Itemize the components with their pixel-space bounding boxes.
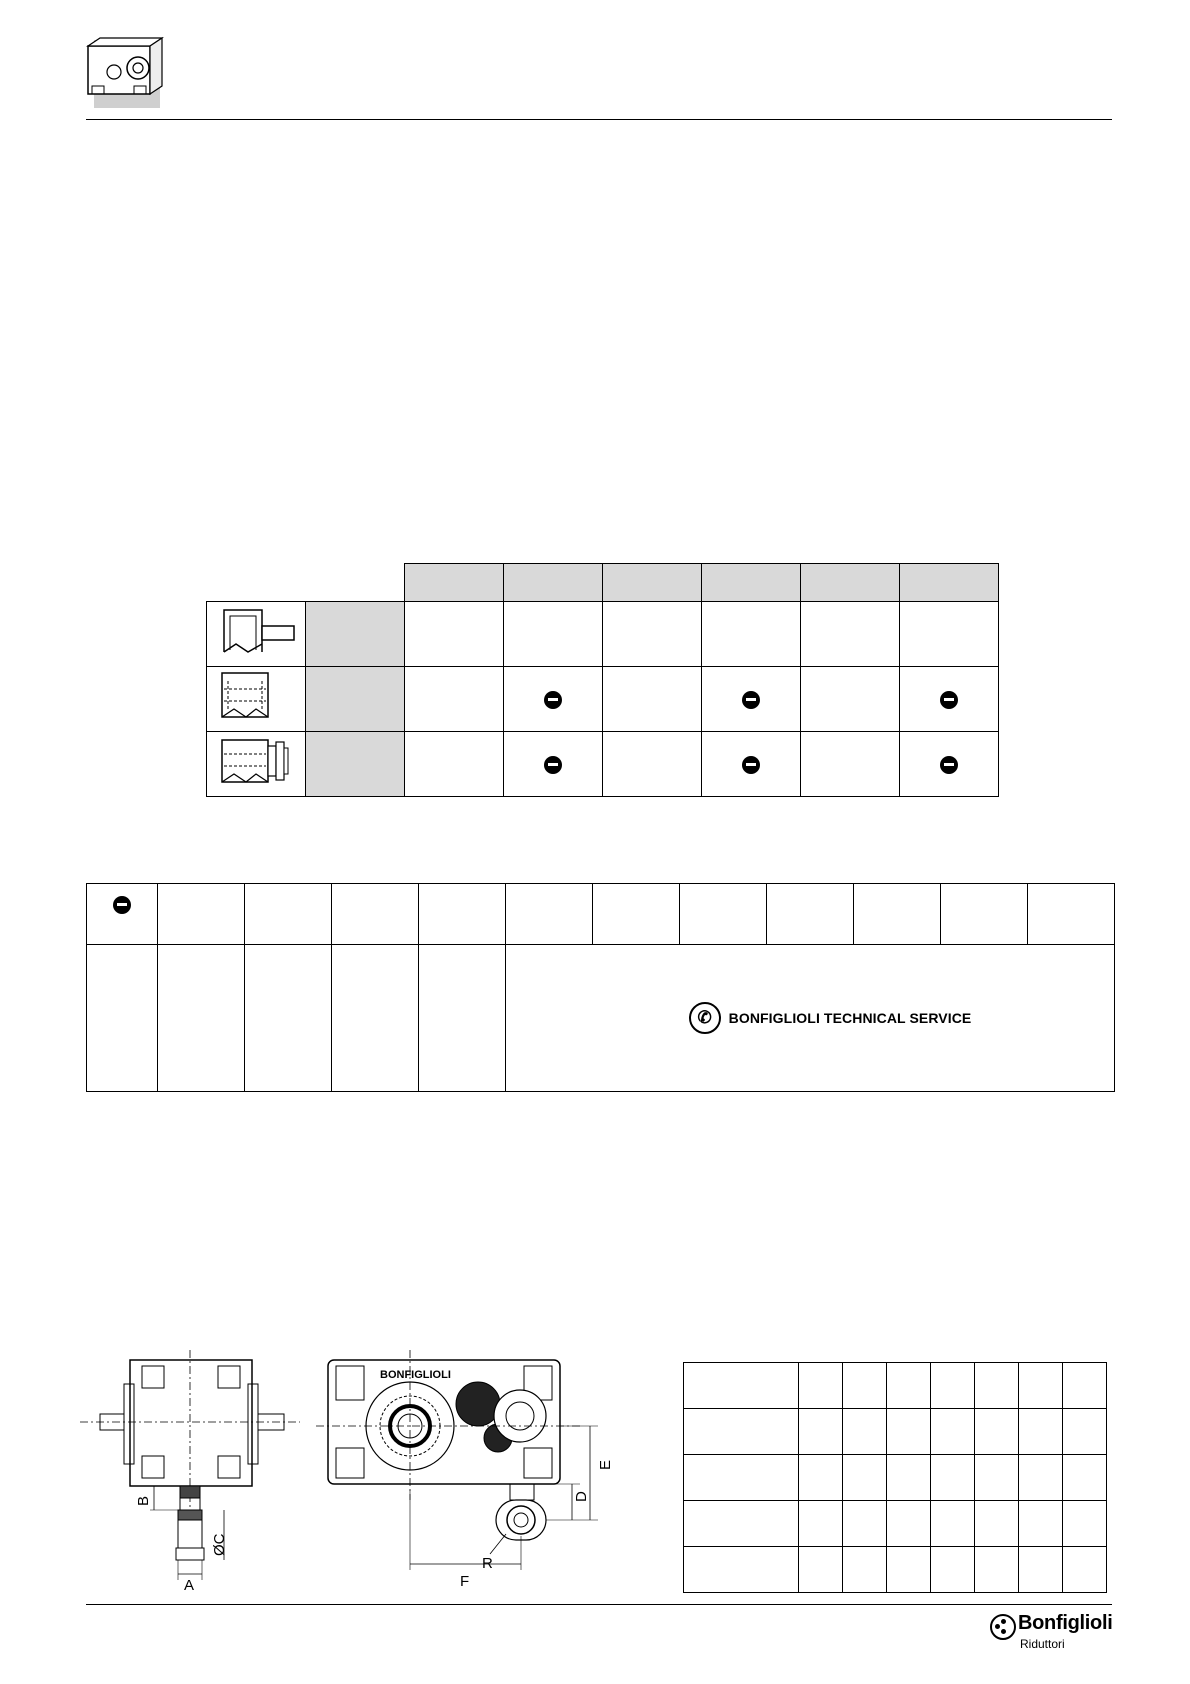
table-row (207, 602, 999, 667)
table-row (684, 1501, 1107, 1547)
cell (405, 732, 504, 797)
side-view (80, 1350, 300, 1580)
dim-label-d: D (573, 1491, 590, 1502)
nameplate-text: BONFIGLIOLI (380, 1369, 451, 1381)
dim-label-e: E (597, 1459, 614, 1470)
technical-service-label: BONFIGLIOLI TECHNICAL SERVICE (728, 1010, 972, 1026)
table-row (684, 1455, 1107, 1501)
brand-name: Bonfiglioli (1018, 1612, 1113, 1634)
cell (702, 667, 801, 732)
footer-rule (86, 1604, 1112, 1605)
cell (504, 602, 603, 667)
table-row (684, 1547, 1107, 1593)
header-rule (86, 119, 1112, 120)
cell (504, 732, 603, 797)
not-available-icon (742, 756, 760, 774)
cell (900, 667, 999, 732)
dim-label-r: R (482, 1555, 493, 1572)
brand-logo-icon (990, 1614, 1016, 1640)
cell (801, 602, 900, 667)
product-thumbnail (86, 34, 168, 108)
dimensions-table (683, 1362, 1107, 1593)
cell (504, 667, 603, 732)
not-available-icon (940, 756, 958, 774)
cell (603, 602, 702, 667)
cell (801, 732, 900, 797)
not-available-icon (544, 756, 562, 774)
not-available-icon (742, 691, 760, 709)
cell (702, 602, 801, 667)
technical-service-cell (506, 945, 1115, 1092)
front-view (316, 1350, 598, 1570)
cell (702, 732, 801, 797)
gearbox-dimension-drawing (80, 1350, 640, 1600)
brand-logo (990, 1612, 1112, 1654)
dim-label-c: ØC (211, 1533, 228, 1556)
brand-subtitle: Riduttori (1020, 1637, 1065, 1651)
cell (900, 732, 999, 797)
table-row (207, 667, 999, 732)
phone-icon: ✆ (689, 1002, 721, 1034)
table-row (684, 1363, 1107, 1409)
not-available-icon (113, 896, 131, 914)
dim-label-f: F (460, 1573, 470, 1590)
cell (405, 667, 504, 732)
not-available-icon (544, 691, 562, 709)
not-available-icon (940, 691, 958, 709)
table-row (207, 732, 999, 797)
dim-label-b: B (135, 1495, 152, 1506)
cell (603, 667, 702, 732)
cell (405, 602, 504, 667)
shrink-disc-shaft-icon (207, 732, 306, 797)
cell (603, 732, 702, 797)
hollow-shaft-icon (207, 667, 306, 732)
cell (900, 602, 999, 667)
dim-label-a: A (184, 1577, 195, 1594)
service-table (86, 883, 1115, 1092)
cell (801, 667, 900, 732)
availability-table (206, 563, 999, 797)
solid-shaft-icon (207, 602, 306, 667)
table-row (684, 1409, 1107, 1455)
